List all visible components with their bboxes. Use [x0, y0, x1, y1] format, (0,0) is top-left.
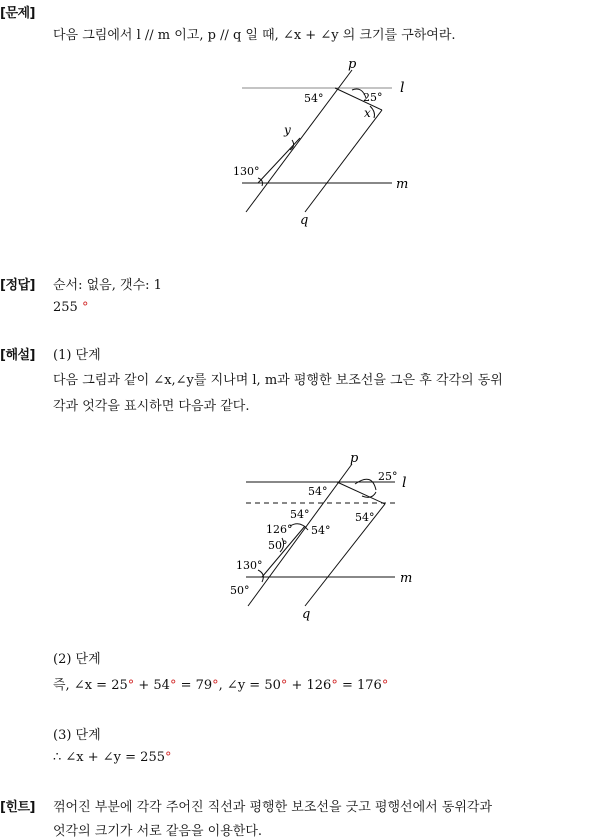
hint-section — [0, 794, 589, 839]
step3-equation — [53, 750, 172, 765]
answer-section — [0, 272, 589, 322]
line-q — [305, 110, 382, 212]
step2-eq-f: = 176 — [337, 678, 382, 693]
line-p2 — [248, 464, 352, 606]
deg-1: ° — [127, 678, 135, 693]
step2-eq-c: = 79 — [176, 678, 213, 693]
step3-eq: ∴ ∠x + ∠y = 255 — [53, 750, 165, 765]
deg-3: ° — [212, 678, 219, 693]
fig2-a126: 126° — [266, 523, 293, 536]
fig2-label-p: p — [350, 451, 359, 466]
fig1-angle-25: 25° — [363, 91, 383, 104]
step2-eq-e: + 126 — [287, 678, 332, 693]
answer-line1: 순서: 없음, 갯수: 1 — [53, 278, 162, 293]
explanation-section — [0, 342, 589, 772]
fig1-angle-54: 54° — [304, 92, 324, 105]
step1-title: (1) 단계 — [53, 348, 101, 363]
step3-title: (3) 단계 — [53, 728, 101, 743]
explanation-figure — [0, 442, 589, 742]
hint-tag: [힌트] — [0, 800, 35, 815]
fig2-a54-b: 54° — [311, 524, 331, 537]
answer-tag: [정답] — [0, 278, 35, 293]
fig2-a130: 130° — [236, 559, 263, 572]
fig1-label-m: m — [396, 177, 409, 192]
explanation-tag: [해설] — [0, 348, 35, 363]
step2-title: (2) 단계 — [53, 652, 101, 667]
fig1-label-q: q — [300, 213, 309, 228]
step1-line1: 다음 그림과 같이 ∠x,∠y를 지나며 l, m과 평행한 보조선을 그은 후 각각의 동위 — [53, 373, 503, 388]
fig2-a50: 50° — [268, 539, 288, 552]
step2-eq-b: + 54 — [134, 678, 170, 693]
answer-degree: ° — [81, 300, 89, 315]
hint-line2: 엇각의 크기가 서로 같음을 이용한다. — [53, 824, 263, 839]
arc-126 — [290, 524, 308, 530]
fig2-label-q: q — [302, 607, 311, 622]
fig1-angle-y: y — [284, 123, 291, 137]
answer-value: 255 — [53, 300, 78, 315]
deg-2: ° — [169, 678, 177, 693]
problem-section — [0, 0, 589, 240]
step2-eq-d: , ∠y = 50 — [218, 678, 281, 693]
fig2-a54-right: 54° — [355, 511, 375, 524]
deg-7: ° — [165, 750, 172, 765]
fig2-label-l: l — [402, 475, 407, 491]
step1-line2: 각과 엇각을 표시하면 다음과 같다. — [53, 399, 250, 414]
hint-line1: 꺾어진 부분에 각각 주어진 직선과 평행한 보조선을 긋고 평행선에서 동위각과 — [53, 800, 493, 815]
step2-equation — [53, 674, 388, 693]
arc-25b — [355, 479, 376, 490]
fig1-angle-130: 130° — [233, 165, 260, 178]
fig1-label-p: p — [348, 57, 357, 72]
fig2-a25: 25° — [378, 470, 398, 483]
problem-tag: [문제] — [0, 6, 35, 21]
fig1-label-l: l — [400, 80, 405, 96]
fig2-a54-mid: 54° — [290, 508, 310, 521]
fig2-label-m: m — [400, 571, 413, 586]
problem-figure — [0, 0, 589, 240]
fig1-angle-x: x — [364, 106, 371, 120]
fig2-a54-top: 54° — [308, 485, 328, 498]
bent-upper2 — [337, 482, 385, 504]
step2-eq-a: 즉, ∠x = 25 — [53, 678, 128, 693]
answer-value-line — [53, 300, 88, 315]
deg-4: ° — [280, 678, 288, 693]
fig2-a50-bottom: 50° — [230, 584, 250, 597]
problem-text: 다음 그림에서 l // m 이고, p // q 일 때, ∠x + ∠y 의 크기를 구하여라. — [53, 28, 456, 43]
line-p — [246, 70, 352, 212]
deg-5: ° — [331, 678, 338, 693]
deg-6: ° — [381, 678, 389, 693]
